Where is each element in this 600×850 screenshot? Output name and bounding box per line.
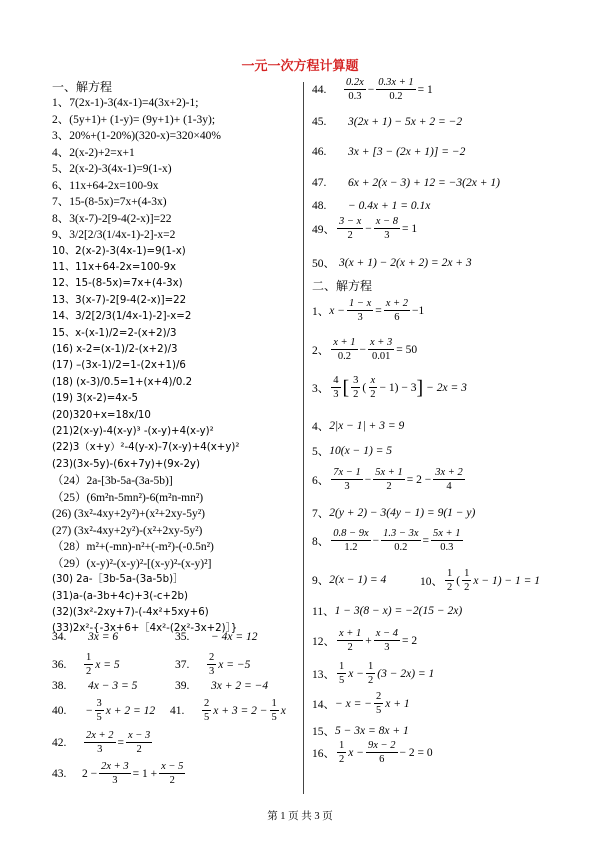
fraction: $\frac{x - 3}{2}$ [128,730,151,755]
problem-ii-12: 12、 $\frac{x + 1}{2}$ + $\frac{x - 4}{3}$ = 2 [312,628,418,653]
problem-ii-7: 7、 2(y + 2) − 3(4y − 1) = 9(1 − y) [312,507,476,520]
problem-19: (19) 3(x-2)=4x-5 [52,393,138,405]
problem-ii-16: 16、 $\frac{1}{2}$ x − $\frac{9x - 2}{6}$ − 2 = 0 [312,740,433,765]
problem-1: 1、7(2x-1)-3(4x-1)=4(3x+2)-1; [52,97,199,109]
fraction: $\frac{x + 2}{6}$ [385,298,408,323]
problem-ii-13: 13、 $\frac{1}{5}$ x − $\frac{1}{2}$ (3 − 2x) = 1 [312,661,435,686]
fraction: $\frac{x + 3}{0.01}$ [370,337,393,362]
problem-48: 48. − 0.4x + 1 = 0.1x [312,200,431,212]
problem-45: 45. 3(2x + 1) − 5x + 2 = −2 [312,116,463,128]
fraction: $\frac{1}{5}$ [339,661,345,686]
problem-ii-3: 3、 $\frac{4}{3}$ [ $\frac{3}{2}$ ( $\frac{x}{2}$ − 1) − 3 ] − 2x = 3 [312,375,467,400]
fraction: $\frac{3}{2}$ [353,375,359,400]
problem-ii-1: 1、 x − $\frac{1 - x}{3}$ = $\frac{x + 2}{6}$ −1 [312,298,425,323]
problem-33: (33)2x²-{-3x+6+［4x²-(2x²-3x+2)］} [52,623,238,635]
problem-ii-5: 5、 10(x − 1) = 5 [312,445,393,458]
fraction: $\frac{1}{2}$ [464,568,470,593]
problem-20: (20)320+x=18x/10 [52,409,151,421]
problem-ii-10: 10、 $\frac{1}{2}$ ( $\frac{1}{2}$ x − 1) − 1 = 1 [420,568,541,593]
problem-36: 36. $\frac{1}{2}$ x = 5 [52,652,120,677]
fraction: $\frac{1}{2}$ [86,652,92,677]
fraction: $\frac{1}{2}$ [447,568,453,593]
problem-2: 2、(5y+1)+ (1-y)= (9y+1)+ (1-3y); [52,113,216,126]
problem-40: 40. − $\frac{3}{5}$ x + 2 = 12 [52,698,156,723]
problem-5: 5、2(x-2)-3(4x-1)=9(1-x) [52,163,172,175]
fraction: $\frac{1 - x}{3}$ [349,298,372,323]
problem-32: (32)(3x²-2xy+7)-(-4x²+5xy+6) [52,607,209,618]
fraction: $\frac{x + 1}{0.2}$ [333,337,356,362]
problem-ii-15: 15、 5 − 3x = 8x + 1 [312,725,409,738]
problem-44: 44. $\frac{0.2x}{0.3}$ − $\frac{0.3x + 1}{0.2}$ = 1 [312,77,433,102]
problem-26: (26) (3x²-4xy+2y²)+(x²+2xy-5y²) [52,508,206,521]
column-divider [303,82,304,794]
problem-18: (18) (x-3)/0.5=1+(x+4)/0.2 [52,376,193,388]
fraction: $\frac{2x + 3}{3}$ [101,761,129,786]
problem-37: 37. $\frac{2}{3}$ x = −5 [175,652,251,677]
problem-41: 41. $\frac{2}{5}$ x + 3 = 2 − $\frac{1}{5}$ x [170,698,286,723]
section-heading-1: 一、解方程 [52,80,113,94]
fraction: $\frac{1}{2}$ [339,740,345,765]
fraction: $\frac{5x + 1}{0.3}$ [433,528,461,553]
fraction: $\frac{3x + 2}{4}$ [435,467,463,492]
problem-28: （28）m²+(-mn)-n²+(-m²)-(-0.5n²) [52,541,214,554]
fraction: $\frac{x - 4}{3}$ [375,628,398,653]
left-column [52,78,297,638]
fraction: $\frac{9x - 2}{6}$ [368,740,396,765]
problem-list-serif [52,95,297,244]
problem-31: (31)a-(a-3b+4c)+3(-c+2b) [52,590,188,602]
fraction: $\frac{1}{5}$ [271,698,277,723]
problem-list-sans-b [52,572,297,638]
problem-22: (22)3（x+y）²-4(y-x)-7(x-y)+4(x+y)² [52,442,240,454]
fraction: $\frac{0.8 - 9x}{1.2}$ [333,528,369,553]
problem-13: 13、3(x-7)-2[9-4(2-x)]=22 [52,294,187,306]
fraction: $\frac{x + 1}{2}$ [339,628,362,653]
fraction: $\frac{5x + 1}{2}$ [375,467,403,492]
problem-21: (21)2(x-y)-4(x-y)³ -(x-y)+4(x-y)² [52,425,214,437]
problem-ii-4: 4、 2|x − 1| + 3 = 9 [312,420,405,433]
fraction: $\frac{4}{3}$ [333,375,339,400]
problem-17: (17) –(3x-1)/2=1-(2x+1)/6 [52,360,186,372]
problem-30: (30) 2a-［3b-5a-(3a-5b)］ [52,574,184,586]
fraction: $\frac{0.3x + 1}{0.2}$ [378,77,414,102]
problem-ii-2: 2、 $\frac{x + 1}{0.2}$ − $\frac{x + 3}{0.01}$ = 50 [312,337,418,362]
problem-ii-6: 6、 $\frac{7x - 1}{3}$ − $\frac{5x + 1}{2}$ = 2 − $\frac{3x + 2}{4}$ [312,467,463,492]
fraction: $\frac{1.3 - 3x}{0.2}$ [383,528,419,553]
problem-10: 10、2(x-2)-3(4x-1)=9(1-x) [52,245,186,257]
problem-ii-9: 9、 2(x − 1) = 4 [312,574,387,587]
problem-42: 42. $\frac{2x + 2}{3}$ = $\frac{x - 3}{2}$ [52,730,151,755]
problem-39: 39. 3x + 2 = −4 [175,680,269,692]
fraction: $\frac{2}{3}$ [209,652,215,677]
problem-14: 14、3/2[2/3(1/4x-1)-2]-x=2 [52,311,192,323]
problem-34: 34. 3x = 6 [52,631,119,643]
fraction: $\frac{3}{5}$ [96,698,102,723]
problem-7: 7、15-(8-5x)=7x+(4-3x) [52,196,167,208]
problem-list-serif-b [52,473,297,572]
problem-8: 8、3(x-7)-2[9-4(2-x)]=22 [52,212,172,225]
fraction: $\frac{0.2x}{0.3}$ [346,77,364,102]
problem-38: 38. 4x − 3 = 5 [52,680,138,692]
problem-4: 4、2(x-2)+2=x+1 [52,146,135,159]
fraction: $\frac{x - 5}{2}$ [161,761,184,786]
fraction: $\frac{7x - 1}{3}$ [333,467,361,492]
problem-16: (16) x-2=(x-1)/2-(x+2)/3 [52,343,178,355]
problem-6: 6、11x+64-2x=100-9x [52,179,159,192]
fraction: $\frac{2}{5}$ [204,698,210,723]
problem-ii-14: 14、 − x = − $\frac{2}{5}$ x + 1 [312,691,410,716]
problem-27: (27) (3x²-4xy+2y²)-(x²+2xy-5y²) [52,524,203,537]
problem-list-sans [52,244,297,474]
problem-46: 46. 3x + [3 − (2x + 1)] = −2 [312,146,466,158]
problem-15: 15、x-(x-1)/2=2-(x+2)/3 [52,327,177,339]
problem-24: （24）2a-[3b-5a-(3a-5b)] [52,475,173,488]
fraction: $\frac{x}{2}$ [370,375,376,400]
problem-23: (23)(3x-5y)-(6x+7y)+(9x-2y) [52,458,200,470]
fraction: $\frac{2x + 2}{3}$ [86,730,114,755]
problem-12: 12、15-(8-5x)=7x+(4-3x) [52,278,183,290]
problem-11: 11、11x+64-2x=100-9x [52,261,176,273]
fraction: $\frac{1}{2}$ [368,661,374,686]
problem-ii-11: 11、 1 − 3(8 − x) = −2(15 − 2x) [312,605,463,618]
fraction: $\frac{x - 8}{3}$ [375,216,398,241]
problem-50: 50、 3(x + 1) − 2(x + 2) = 2x + 3 [312,257,472,270]
page-title: 一元一次方程计算题 [241,59,359,74]
problem-35: 35. − 4x = 12 [175,631,258,643]
problem-ii-8: 8、 $\frac{0.8 - 9x}{1.2}$ − $\frac{1.3 - 3x}{0.2}$ = $\frac{5x + 1}{0.3}$ [312,528,461,553]
problem-9: 9、3/2[2/3(1/4x-1)-2]-x=2 [52,229,176,241]
problem-47: 47. 6x + 2(x − 3) + 12 = −3(2x + 1) [312,177,500,189]
page-footer: 第 1 页 共 3 页 [267,811,333,822]
problem-43: 43. 2 − $\frac{2x + 3}{3}$ = 1 + $\frac{x - 5}{2}$ [52,761,184,786]
problem-29: （29）(x-y)²-(x-y)²-[(x-y)²-(x-y)²] [52,557,212,570]
problem-49: 49、 $\frac{3 - x}{2}$ − $\frac{x - 8}{3}$ = 1 [312,216,418,241]
fraction: $\frac{3 - x}{2}$ [339,216,362,241]
section-heading-2: 二、解方程 [312,279,373,293]
fraction: $\frac{2}{5}$ [376,691,382,716]
problem-25: （25）(6m²n-5mn²)-6(m²n-mn²) [52,491,204,504]
problem-3: 3、20%+(1-20%)(320-x)=320×40% [52,130,221,142]
